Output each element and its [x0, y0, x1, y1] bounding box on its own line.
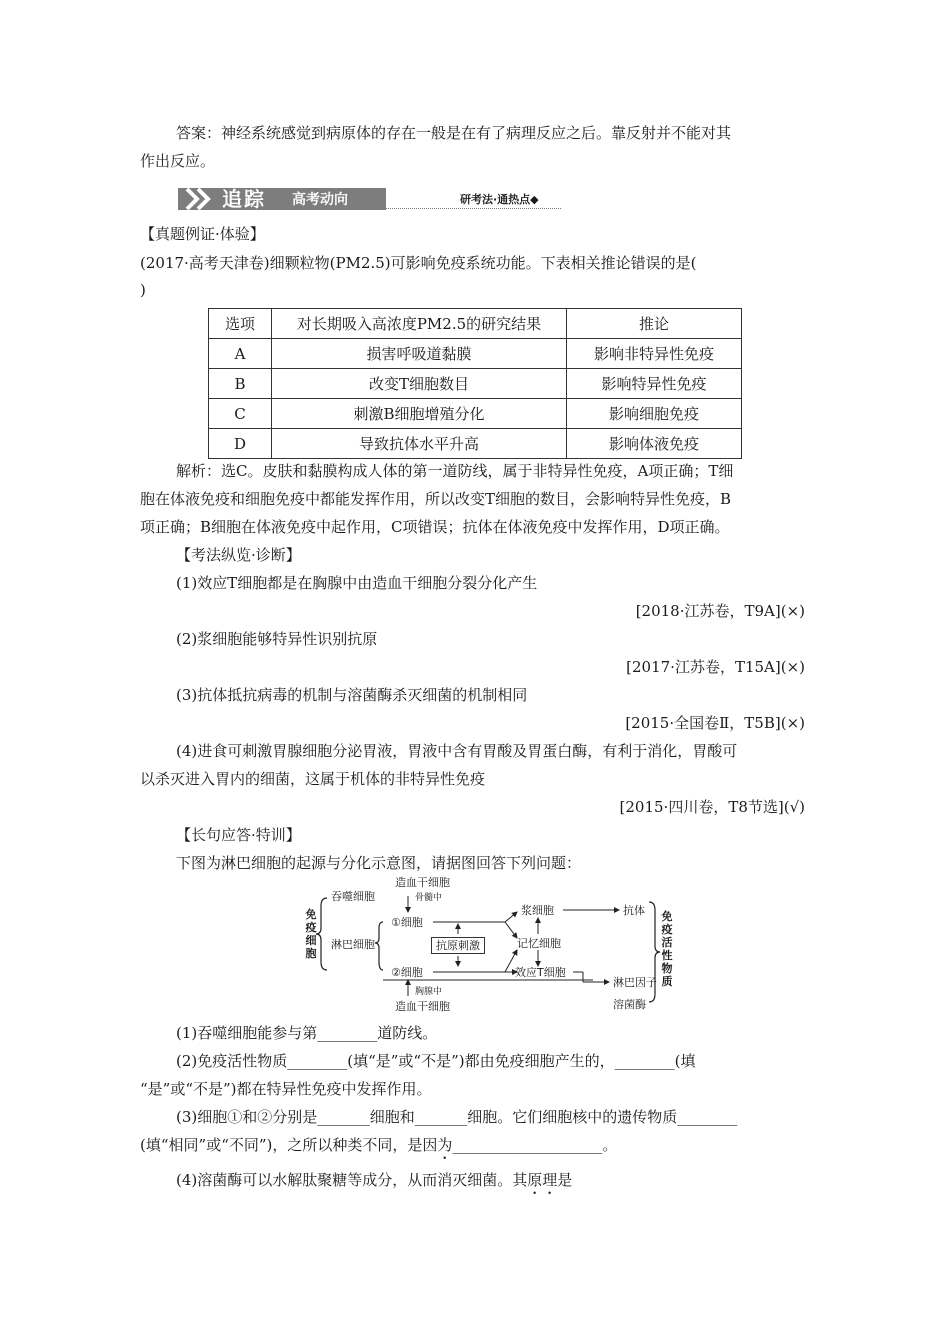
banner-subtitle: 高考动向 — [292, 192, 348, 208]
question-line-1: (2017·高考天津卷)细颗粒物(PM2.5)可影响免疫系统功能。下表相关推论错误的是( — [140, 254, 697, 272]
label-immune-cells: 免疫细胞 — [305, 908, 317, 960]
diagnosis-item: (3)抗体抵抗病毒的机制与溶菌酶杀灭细菌的机制相同 — [176, 686, 528, 704]
question-4 — [176, 1170, 572, 1198]
q4-end: 是 — [557, 1171, 573, 1189]
q3-blank: ____________________。 — [452, 1136, 618, 1154]
label-memory: 记忆细胞 — [517, 937, 561, 950]
question-3-line-2 — [140, 1135, 617, 1163]
diagnosis-source: [2015·四川卷，T8节选](√) — [619, 798, 805, 816]
table-row — [209, 369, 742, 399]
table-cell: A — [209, 339, 272, 369]
table-cell: 影响细胞免疫 — [567, 399, 742, 429]
diagnosis-item-cont: 以杀灭进入胃内的细菌，这属于机体的非特异性免疫 — [140, 770, 486, 788]
question-2-line-1: (2)免疫活性物质________(填“是”或“不是”)都由免疫细胞产生的，________(填 — [176, 1052, 696, 1070]
question-2-line-2: “是”或“不是”)都在特异性免疫中发挥作用。 — [140, 1080, 432, 1098]
label-active-substance: 免疫活性物质 — [661, 910, 673, 988]
table-cell: B — [209, 369, 272, 399]
question-table — [208, 308, 742, 459]
table-cell: D — [209, 429, 272, 459]
table-row — [209, 339, 742, 369]
section3-intro: 下图为淋巴细胞的起源与分化示意图，请据图回答下列问题： — [176, 854, 582, 872]
analysis-line-3: 项正确；B细胞在体液免疫中起作用，C项错误；抗体在体液免疫中发挥作用，D项正确。 — [140, 518, 730, 536]
label-plasma: 浆细胞 — [521, 904, 554, 917]
table-header-row — [209, 309, 742, 339]
table-cell: 刺激B细胞增殖分化 — [272, 399, 567, 429]
diagnosis-item: (1)效应T细胞都是在胸腺中由造血干细胞分裂分化产生 — [176, 574, 538, 592]
section3-heading: 【长句应答·特训】 — [176, 826, 301, 844]
lymphocyte-diagram — [283, 876, 675, 1016]
table-cell: 改变T细胞数目 — [272, 369, 567, 399]
q3-emphasis: 为 — [437, 1136, 453, 1154]
table-cell: 影响特异性免疫 — [567, 369, 742, 399]
banner-right-label: 研考法·通热点◆ — [460, 193, 539, 206]
label-antibody: 抗体 — [623, 904, 645, 917]
q4-text: (4)溶菌酶可以水解肽聚糖等成分，从而消灭细菌。其 — [176, 1171, 528, 1189]
table-cell: 影响非特异性免疫 — [567, 339, 742, 369]
table-cell: 影响体液免疫 — [567, 429, 742, 459]
question-3-line-1: (3)细胞①和②分别是_______细胞和_______细胞。它们细胞核中的遗传物质________ — [176, 1108, 738, 1126]
analysis-line-1: 解析：选C。皮肤和黏膜构成人体的第一道防线，属于非特异性免疫，A项正确；T细 — [176, 462, 734, 480]
label-lymphokine: 淋巴因子 — [613, 976, 657, 989]
table-cell: C — [209, 399, 272, 429]
table-row — [209, 429, 742, 459]
table-cell: 损害呼吸道黏膜 — [272, 339, 567, 369]
table-cell: 导致抗体水平升高 — [272, 429, 567, 459]
chevron-double-icon — [184, 186, 218, 212]
table-row — [209, 399, 742, 429]
banner-title: 追踪 — [222, 187, 266, 211]
section2-heading: 【考法纵览·诊断】 — [176, 546, 301, 564]
label-thymus: 胸腺中 — [415, 987, 443, 997]
section-banner — [178, 186, 568, 212]
label-stem-bottom: 造血干细胞 — [395, 1000, 450, 1013]
table-header: 对长期吸入高浓度PM2.5的研究结果 — [272, 309, 567, 339]
label-cell1: ①细胞 — [391, 916, 423, 929]
label-cell2: ②细胞 — [391, 966, 423, 979]
answer-line-2: 作出反应。 — [140, 152, 216, 170]
label-phagocyte: 吞噬细胞 — [331, 890, 375, 903]
table-header: 推论 — [567, 309, 742, 339]
question-1: (1)吞噬细胞能参与第________道防线。 — [176, 1024, 438, 1042]
analysis-line-2: 胞在体液免疫和细胞免疫中都能发挥作用，所以改变T细胞的数目，会影响特异性免疫，B — [140, 490, 732, 508]
diagnosis-item: (4)进食可刺激胃腺细胞分泌胃液，胃液中含有胃酸及胃蛋白酶，有利于消化，胃酸可 — [176, 742, 738, 760]
label-antigen: 抗原刺激 — [431, 937, 485, 954]
answer-line-1: 答案：神经系统感觉到病原体的存在一般是在有了病理反应之后。靠反射并不能对其 — [176, 124, 732, 142]
q4-emphasis: 原理 — [527, 1171, 558, 1189]
q3-text: (填“相同”或“不同”)，之所以种类不同，是因 — [140, 1136, 438, 1154]
section1-heading: 【真题例证·体验】 — [140, 225, 265, 243]
diagnosis-source: [2017·江苏卷，T15A](×) — [626, 658, 805, 676]
diagnosis-item: (2)浆细胞能够特异性识别抗原 — [176, 630, 378, 648]
label-bone-marrow: 骨髓中 — [415, 893, 443, 903]
label-lysozyme: 溶菌酶 — [613, 998, 646, 1011]
question-line-2: ) — [140, 281, 146, 299]
diagnosis-source: [2015·全国卷Ⅱ，T5B](×) — [625, 714, 805, 732]
label-effector-t: 效应T细胞 — [515, 966, 566, 979]
table-header: 选项 — [209, 309, 272, 339]
banner-divider — [386, 208, 561, 209]
label-lymphocyte: 淋巴细胞 — [331, 938, 375, 951]
label-stem-top: 造血干细胞 — [395, 876, 450, 889]
diagnosis-source: [2018·江苏卷，T9A](×) — [635, 602, 805, 620]
